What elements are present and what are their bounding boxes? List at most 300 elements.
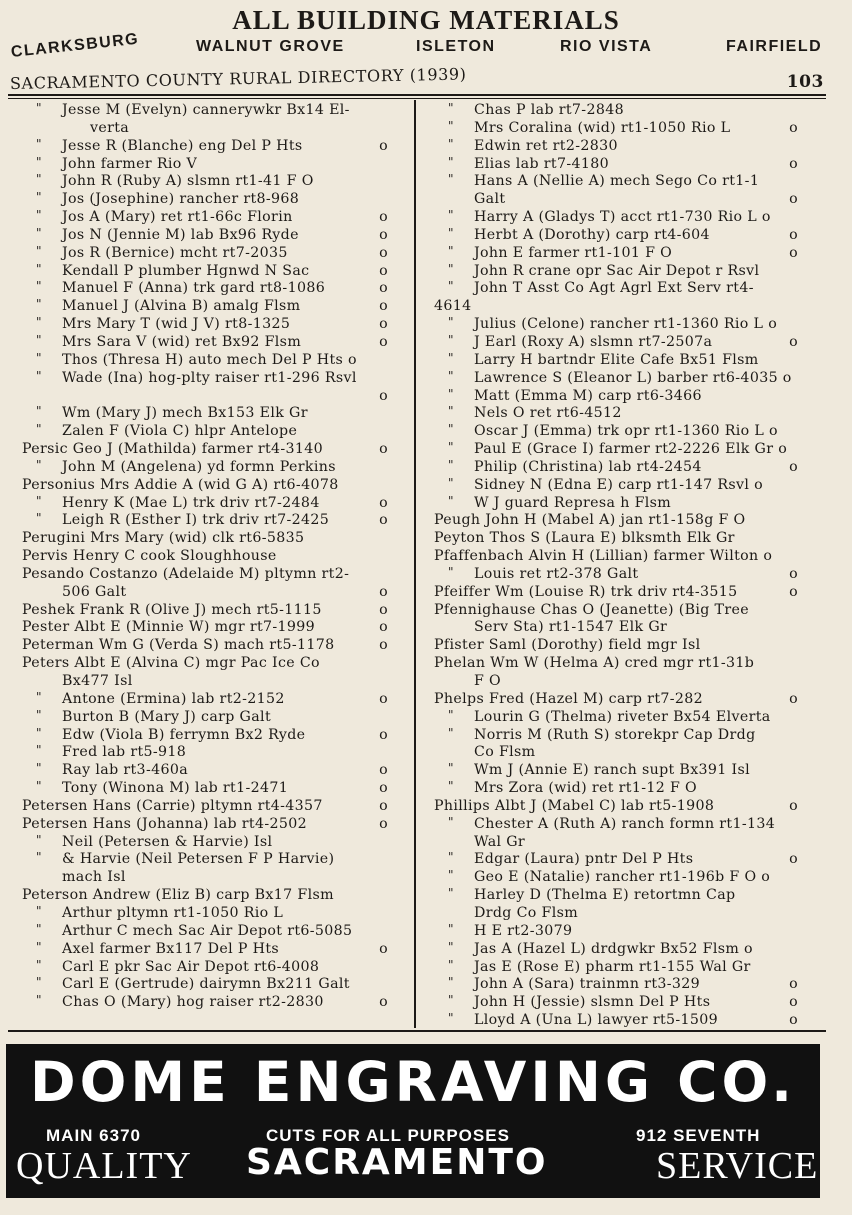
directory-column-right bbox=[434, 102, 800, 1030]
directory-entry bbox=[434, 120, 800, 138]
directory-entry bbox=[434, 441, 800, 459]
directory-entry bbox=[434, 405, 800, 423]
directory-entry bbox=[22, 459, 390, 477]
entry-text: Wm J (Annie E) ranch supt Bx391 Isl bbox=[474, 762, 751, 779]
directory-entry bbox=[434, 512, 800, 530]
ditto-mark: " bbox=[36, 493, 42, 508]
ditto-mark: " bbox=[36, 225, 42, 240]
entry-marker: o bbox=[379, 298, 388, 315]
directory-entry bbox=[434, 673, 800, 691]
entry-marker: o bbox=[379, 583, 388, 600]
entry-text: John M (Angelena) yd formn Perkins bbox=[62, 458, 336, 475]
ditto-mark: " bbox=[448, 386, 454, 401]
entry-text: Wal Gr bbox=[474, 833, 526, 850]
entry-text: verta bbox=[90, 119, 130, 136]
directory-entry bbox=[434, 637, 800, 655]
entry-text: John A (Sara) trainmn rt3-329 bbox=[474, 976, 701, 993]
entry-text: Peterson Andrew (Eliz B) carp Bx17 Flsm bbox=[22, 887, 334, 904]
entry-text: Pfister Saml (Dorothy) field mgr Isl bbox=[434, 637, 701, 654]
directory-entry bbox=[434, 459, 800, 477]
entry-marker: o bbox=[379, 209, 388, 226]
directory-entry bbox=[434, 530, 800, 548]
directory-entry bbox=[434, 994, 800, 1012]
ditto-mark: " bbox=[36, 422, 42, 437]
entry-marker: o bbox=[789, 155, 798, 172]
directory-entry bbox=[22, 548, 390, 566]
entry-marker: o bbox=[379, 780, 388, 797]
directory-entry bbox=[434, 138, 800, 156]
entry-text: Pesando Costanzo (Adelaide M) pltymn rt2- bbox=[22, 565, 350, 582]
ditto-mark: " bbox=[36, 725, 42, 740]
ditto-mark: " bbox=[36, 779, 42, 794]
town-fairfield: FAIRFIELD bbox=[726, 38, 823, 55]
entry-text: Manuel J (Alvina B) amalg Flsm bbox=[62, 298, 301, 315]
directory-entry bbox=[434, 352, 800, 370]
directory-entry bbox=[22, 566, 390, 584]
directory-entry bbox=[22, 673, 390, 691]
entry-text: Co Flsm bbox=[474, 744, 536, 761]
directory-entry bbox=[22, 102, 390, 120]
directory-entry bbox=[434, 602, 800, 620]
entry-text: Thos (Thresa H) auto mech Del P Hts o bbox=[62, 351, 357, 368]
ditto-mark: " bbox=[36, 761, 42, 776]
entry-text: Fred lab rt5-918 bbox=[62, 744, 187, 761]
directory-entry bbox=[22, 495, 390, 513]
ditto-mark: " bbox=[36, 279, 42, 294]
ad-company-name: DOME ENGRAVING CO. bbox=[30, 1050, 796, 1114]
ditto-mark: " bbox=[36, 172, 42, 187]
entry-marker: o bbox=[379, 797, 388, 814]
footer-rule bbox=[8, 1030, 826, 1032]
entry-text: Julius (Celone) rancher rt1-1360 Rio L o bbox=[474, 316, 778, 333]
ditto-mark: " bbox=[36, 957, 42, 972]
column-divider bbox=[414, 100, 416, 1028]
ditto-mark: " bbox=[36, 243, 42, 258]
entry-text: mach Isl bbox=[62, 869, 126, 886]
directory-entry bbox=[434, 495, 800, 513]
ad-quality-word: QUALITY bbox=[16, 1145, 192, 1187]
entry-text: Louis ret rt2-378 Galt bbox=[474, 565, 639, 582]
ditto-mark: " bbox=[448, 564, 454, 579]
entry-marker: o bbox=[789, 565, 798, 582]
directory-entry bbox=[434, 905, 800, 923]
entry-text: Harry A (Gladys T) acct rt1-730 Rio L o bbox=[474, 209, 771, 226]
entry-text: Mrs Zora (wid) ret rt1-12 F O bbox=[474, 780, 697, 797]
entry-text: John T Asst Co Agt Agrl Ext Serv rt4- bbox=[474, 280, 754, 297]
directory-entry bbox=[434, 941, 800, 959]
directory-entry bbox=[22, 512, 390, 530]
entry-text: Mrs Coralina (wid) rt1-1050 Rio L bbox=[474, 119, 731, 136]
entry-text: John E farmer rt1-101 F O bbox=[474, 244, 673, 261]
entry-text: Carl E (Gertrude) dairymn Bx211 Galt bbox=[62, 976, 350, 993]
entry-marker: o bbox=[789, 851, 798, 868]
entry-marker: o bbox=[379, 637, 388, 654]
directory-entry bbox=[434, 102, 800, 120]
entry-marker: o bbox=[789, 1012, 798, 1029]
entry-text: Geo E (Natalie) rancher rt1-196b F O o bbox=[474, 869, 771, 886]
directory-entry bbox=[434, 298, 800, 316]
entry-marker: o bbox=[789, 458, 798, 475]
entry-marker: o bbox=[789, 244, 798, 261]
ditto-mark: " bbox=[36, 832, 42, 847]
ditto-mark: " bbox=[36, 993, 42, 1008]
directory-entry bbox=[434, 566, 800, 584]
directory-entry bbox=[434, 709, 800, 727]
entry-text: Leigh R (Esther I) trk driv rt7-2425 bbox=[62, 512, 330, 529]
entry-text: Jos (Josephine) rancher rt8-968 bbox=[62, 191, 300, 208]
ditto-mark: " bbox=[36, 190, 42, 205]
entry-marker: o bbox=[379, 226, 388, 243]
entry-text: Phelan Wm W (Helma A) cred mgr rt1-31b bbox=[434, 655, 755, 672]
entry-text: Edw (Viola B) ferrymn Bx2 Ryde bbox=[62, 726, 306, 743]
running-head bbox=[8, 64, 826, 94]
entry-text: Zalen F (Viola C) hlpr Antelope bbox=[62, 423, 298, 440]
entry-marker: o bbox=[379, 762, 388, 779]
entry-text: Phelps Fred (Hazel M) carp rt7-282 bbox=[434, 690, 704, 707]
entry-text: W J guard Represa h Flsm bbox=[474, 494, 672, 511]
ditto-mark: " bbox=[448, 118, 454, 133]
ditto-mark: " bbox=[448, 225, 454, 240]
directory-entry bbox=[22, 923, 390, 941]
entry-text: Tony (Winona M) lab rt1-2471 bbox=[62, 780, 289, 797]
directory-entry bbox=[434, 548, 800, 566]
ditto-mark: " bbox=[448, 315, 454, 330]
directory-entry bbox=[22, 352, 390, 370]
entry-text: Lourin G (Thelma) riveter Bx54 Elverta bbox=[474, 708, 771, 725]
entry-text: Pfennighause Chas O (Jeanette) (Big Tree bbox=[434, 601, 749, 618]
entry-marker: o bbox=[379, 619, 388, 636]
ditto-mark: " bbox=[448, 279, 454, 294]
ditto-mark: " bbox=[36, 261, 42, 276]
ditto-mark: " bbox=[448, 136, 454, 151]
header-rule bbox=[8, 94, 826, 96]
entry-marker: o bbox=[379, 244, 388, 261]
directory-entry bbox=[434, 816, 800, 834]
entry-marker: o bbox=[379, 940, 388, 957]
directory-entry bbox=[22, 191, 390, 209]
directory-entry bbox=[434, 959, 800, 977]
directory-entry bbox=[434, 334, 800, 352]
directory-entry bbox=[434, 655, 800, 673]
ditto-mark: " bbox=[36, 689, 42, 704]
entry-text: Peyton Thos S (Laura E) blksmth Elk Gr bbox=[434, 530, 735, 547]
entry-text: Jos N (Jennie M) lab Bx96 Ryde bbox=[62, 226, 299, 243]
directory-entry bbox=[22, 994, 390, 1012]
directory-entry bbox=[434, 584, 800, 602]
entry-marker: o bbox=[789, 797, 798, 814]
ditto-mark: " bbox=[36, 136, 42, 151]
ditto-mark: " bbox=[448, 440, 454, 455]
directory-entry bbox=[22, 619, 390, 637]
directory-column-left bbox=[22, 102, 390, 1012]
ad-address: 912 SEVENTH bbox=[636, 1126, 761, 1145]
entry-marker: o bbox=[379, 280, 388, 297]
directory-entry bbox=[434, 423, 800, 441]
ditto-mark: " bbox=[36, 101, 42, 115]
entry-text: Persic Geo J (Mathilda) farmer rt4-3140 bbox=[22, 441, 324, 458]
directory-entry bbox=[22, 905, 390, 923]
entry-text: John farmer Rio V bbox=[62, 155, 198, 172]
ditto-mark: " bbox=[36, 457, 42, 472]
entry-text: John R crane opr Sac Air Depot r Rsvl bbox=[474, 262, 760, 279]
entry-marker: o bbox=[789, 583, 798, 600]
entry-marker: o bbox=[379, 512, 388, 529]
advertisement-banner bbox=[6, 1044, 820, 1198]
ditto-mark: " bbox=[36, 208, 42, 223]
directory-entry bbox=[22, 691, 390, 709]
header-rule-thin bbox=[8, 98, 826, 99]
entry-text: Galt bbox=[474, 191, 506, 208]
directory-entry bbox=[22, 334, 390, 352]
entry-text: H E rt2-3079 bbox=[474, 922, 573, 939]
ditto-mark: " bbox=[36, 743, 42, 758]
entry-text: Chas P lab rt7-2848 bbox=[474, 102, 624, 118]
directory-entry bbox=[434, 798, 800, 816]
ditto-mark: " bbox=[36, 368, 42, 383]
directory-entry bbox=[22, 798, 390, 816]
entry-text: Herbt A (Dorothy) carp rt4-604 bbox=[474, 226, 710, 243]
entry-text: Sidney N (Edna E) carp rt1-147 Rsvl o bbox=[474, 476, 763, 493]
ditto-mark: " bbox=[448, 886, 454, 901]
entry-text: Lloyd A (Una L) lawyer rt5-1509 bbox=[474, 1012, 719, 1029]
directory-entry bbox=[434, 263, 800, 281]
entry-marker: o bbox=[379, 726, 388, 743]
entry-text: Jas E (Rose E) pharm rt1-155 Wal Gr bbox=[474, 958, 751, 975]
entry-text: Bx477 Isl bbox=[62, 673, 133, 689]
directory-entry bbox=[22, 441, 390, 459]
ditto-mark: " bbox=[36, 315, 42, 330]
directory-entry bbox=[434, 691, 800, 709]
ditto-mark: " bbox=[448, 939, 454, 954]
directory-entry bbox=[22, 156, 390, 174]
directory-entry bbox=[22, 744, 390, 762]
directory-entry bbox=[22, 655, 390, 673]
directory-entry bbox=[22, 816, 390, 834]
ditto-mark: " bbox=[36, 350, 42, 365]
entry-marker: o bbox=[379, 494, 388, 511]
ditto-mark: " bbox=[448, 261, 454, 276]
ditto-mark: " bbox=[448, 975, 454, 990]
directory-entry bbox=[434, 370, 800, 388]
entry-text: Axel farmer Bx117 Del P Hts bbox=[62, 940, 280, 957]
ditto-mark: " bbox=[448, 725, 454, 740]
entry-text: Matt (Emma M) carp rt6-3466 bbox=[474, 387, 702, 404]
entry-text: Peugh John H (Mabel A) jan rt1-158g F O bbox=[434, 512, 746, 529]
ditto-mark: " bbox=[36, 921, 42, 936]
entry-text: Mrs Mary T (wid J V) rt8-1325 bbox=[62, 316, 291, 333]
entry-text: Larry H bartndr Elite Cafe Bx51 Flsm bbox=[474, 351, 759, 368]
ditto-mark: " bbox=[448, 101, 454, 115]
entry-text: Petersen Hans (Johanna) lab rt4-2502 bbox=[22, 815, 308, 832]
entry-text: Kendall P plumber Hgnwd N Sac bbox=[62, 262, 310, 279]
entry-text: Peterman Wm G (Verda S) mach rt5-1178 bbox=[22, 637, 335, 654]
town-rio-vista: RIO VISTA bbox=[560, 38, 653, 55]
header-title: ALL BUILDING MATERIALS bbox=[232, 5, 620, 35]
entry-text: Neil (Petersen & Harvie) Isl bbox=[62, 833, 273, 850]
directory-entry bbox=[22, 602, 390, 620]
entry-text: Petersen Hans (Carrie) pltymn rt4-4357 bbox=[22, 797, 323, 814]
ditto-mark: " bbox=[448, 422, 454, 437]
entry-marker: o bbox=[789, 119, 798, 136]
entry-text: Peshek Frank R (Olive J) mech rt5-1115 bbox=[22, 601, 322, 618]
entry-text: 506 Galt bbox=[62, 583, 127, 600]
entry-text: Arthur C mech Sac Air Depot rt6-5085 bbox=[62, 922, 353, 939]
directory-entry bbox=[434, 923, 800, 941]
ditto-mark: " bbox=[36, 707, 42, 722]
directory-entry bbox=[434, 156, 800, 174]
entry-marker: o bbox=[789, 690, 798, 707]
directory-entry bbox=[22, 584, 390, 602]
entry-text: Antone (Ermina) lab rt2-2152 bbox=[62, 690, 285, 707]
entry-text: Nels O ret rt6-4512 bbox=[474, 405, 622, 422]
directory-entry bbox=[22, 370, 390, 388]
directory-entry bbox=[22, 530, 390, 548]
ditto-mark: " bbox=[448, 332, 454, 347]
town-clarksburg: CLARKSBURG bbox=[10, 30, 140, 62]
entry-text: Jesse R (Blanche) eng Del P Hts bbox=[62, 137, 303, 154]
directory-entry bbox=[22, 869, 390, 887]
entry-text: Pester Albt E (Minnie W) mgr rt7-1999 bbox=[22, 619, 316, 636]
entry-text: Carl E pkr Sac Air Depot rt6-4008 bbox=[62, 958, 320, 975]
entry-text: Harley D (Thelma E) retortmn Cap bbox=[474, 887, 736, 904]
entry-text: Serv Sta) rt1-1547 Elk Gr bbox=[474, 619, 668, 636]
directory-entry bbox=[434, 316, 800, 334]
entry-marker: o bbox=[789, 226, 798, 243]
entry-text: Ray lab rt3-460a bbox=[62, 762, 189, 779]
directory-entry bbox=[434, 245, 800, 263]
entry-text: Edwin ret rt2-2830 bbox=[474, 137, 618, 154]
directory-entry bbox=[22, 780, 390, 798]
directory-entry bbox=[434, 976, 800, 994]
entry-text: 4614 bbox=[434, 298, 472, 315]
directory-entry bbox=[22, 976, 390, 994]
entry-text: Jas A (Hazel L) drdgwkr Bx52 Flsm o bbox=[474, 940, 753, 957]
directory-entry bbox=[434, 887, 800, 905]
directory-entry bbox=[434, 780, 800, 798]
ditto-mark: " bbox=[448, 475, 454, 490]
directory-entry bbox=[434, 173, 800, 191]
entry-text: Wm (Mary J) mech Bx153 Elk Gr bbox=[62, 405, 308, 422]
entry-marker: o bbox=[379, 262, 388, 279]
directory-entry bbox=[22, 477, 390, 495]
ditto-mark: " bbox=[448, 779, 454, 794]
directory-entry bbox=[434, 851, 800, 869]
entry-marker: o bbox=[379, 316, 388, 333]
entry-text: John R (Ruby A) slsmn rt1-41 F O bbox=[62, 173, 314, 190]
directory-entry bbox=[434, 744, 800, 762]
ditto-mark: " bbox=[448, 993, 454, 1008]
entry-text: J Earl (Roxy A) slsmn rt7-2507a bbox=[474, 333, 713, 350]
entry-text: Edgar (Laura) pntr Del P Hts bbox=[474, 851, 694, 868]
entry-marker: o bbox=[379, 690, 388, 707]
ditto-mark: " bbox=[36, 332, 42, 347]
directory-entry bbox=[434, 388, 800, 406]
page-number: 103 bbox=[786, 72, 824, 92]
entry-marker: o bbox=[379, 137, 388, 154]
ditto-mark: " bbox=[448, 350, 454, 365]
entry-marker: o bbox=[789, 333, 798, 350]
ad-phone: MAIN 6370 bbox=[46, 1126, 141, 1145]
ditto-mark: " bbox=[36, 404, 42, 419]
directory-entry bbox=[434, 619, 800, 637]
directory-entry bbox=[434, 209, 800, 227]
entry-text: Drdg Co Flsm bbox=[474, 904, 579, 921]
entry-text: Pfaffenbach Alvin H (Lillian) farmer Wilton o bbox=[434, 548, 773, 565]
directory-entry bbox=[434, 727, 800, 745]
directory-entry bbox=[22, 941, 390, 959]
running-head-title: SACRAMENTO COUNTY RURAL DIRECTORY (1939) bbox=[9, 64, 467, 93]
entry-text: & Harvie (Neil Petersen F P Harvie) bbox=[62, 851, 335, 868]
directory-entry bbox=[434, 834, 800, 852]
entry-text: Burton B (Mary J) carp Galt bbox=[62, 708, 271, 725]
ditto-mark: " bbox=[448, 814, 454, 829]
directory-entry bbox=[22, 120, 390, 138]
ditto-mark: " bbox=[36, 297, 42, 312]
directory-entry bbox=[22, 834, 390, 852]
ditto-mark: " bbox=[448, 154, 454, 169]
entry-text: Chas O (Mary) hog raiser rt2-2830 bbox=[62, 994, 324, 1011]
entry-marker: o bbox=[789, 976, 798, 993]
ditto-mark: " bbox=[448, 850, 454, 865]
directory-entry bbox=[22, 388, 390, 406]
directory-entry bbox=[434, 227, 800, 245]
entry-text: Pervis Henry C cook Sloughhouse bbox=[22, 548, 277, 565]
directory-entry bbox=[22, 280, 390, 298]
ditto-mark: " bbox=[448, 493, 454, 508]
entry-text: Peters Albt E (Alvina C) mgr Pac Ice Co bbox=[22, 655, 320, 672]
entry-marker: o bbox=[379, 994, 388, 1011]
entry-text: Chester A (Ruth A) ranch formn rt1-134 bbox=[474, 815, 776, 832]
entry-text: Norris M (Ruth S) storekpr Cap Drdg bbox=[474, 726, 756, 743]
directory-entry bbox=[22, 316, 390, 334]
directory-entry bbox=[22, 637, 390, 655]
ditto-mark: " bbox=[448, 761, 454, 776]
directory-entry bbox=[22, 851, 390, 869]
ditto-mark: " bbox=[448, 243, 454, 258]
entry-text: Wade (Ina) hog-plty raiser rt1-296 Rsvl bbox=[62, 369, 357, 386]
directory-entry bbox=[22, 263, 390, 281]
entry-marker: o bbox=[379, 441, 388, 458]
ditto-mark: " bbox=[36, 939, 42, 954]
ditto-mark: " bbox=[448, 1011, 454, 1026]
ditto-mark: " bbox=[448, 921, 454, 936]
entry-text: Personius Mrs Addie A (wid G A) rt6-4078 bbox=[22, 476, 339, 493]
town-walnut-grove: WALNUT GROVE bbox=[196, 38, 345, 55]
entry-text: Henry K (Mae L) trk driv rt7-2484 bbox=[62, 494, 320, 511]
entry-text: Jos R (Bernice) mcht rt7-2035 bbox=[62, 244, 288, 261]
directory-entry bbox=[434, 477, 800, 495]
directory-entry bbox=[22, 209, 390, 227]
entry-text: Arthur pltymn rt1-1050 Rio L bbox=[62, 904, 284, 921]
directory-entry bbox=[22, 959, 390, 977]
directory-entry bbox=[22, 405, 390, 423]
entry-text: Jos A (Mary) ret rt1-66c Florin bbox=[62, 209, 293, 226]
directory-entry bbox=[434, 280, 800, 298]
entry-marker: o bbox=[379, 815, 388, 832]
directory-entry bbox=[22, 709, 390, 727]
entry-text: F O bbox=[474, 673, 502, 689]
entry-text: Manuel F (Anna) trk gard rt8-1086 bbox=[62, 280, 326, 297]
ad-city: SACRAMENTO bbox=[246, 1142, 548, 1183]
directory-entry bbox=[434, 869, 800, 887]
entry-marker: o bbox=[789, 994, 798, 1011]
directory-entry bbox=[434, 1012, 800, 1030]
town-list bbox=[10, 30, 830, 62]
ditto-mark: " bbox=[448, 208, 454, 223]
ditto-mark: " bbox=[448, 172, 454, 187]
directory-entry bbox=[434, 762, 800, 780]
entry-marker: o bbox=[379, 601, 388, 618]
